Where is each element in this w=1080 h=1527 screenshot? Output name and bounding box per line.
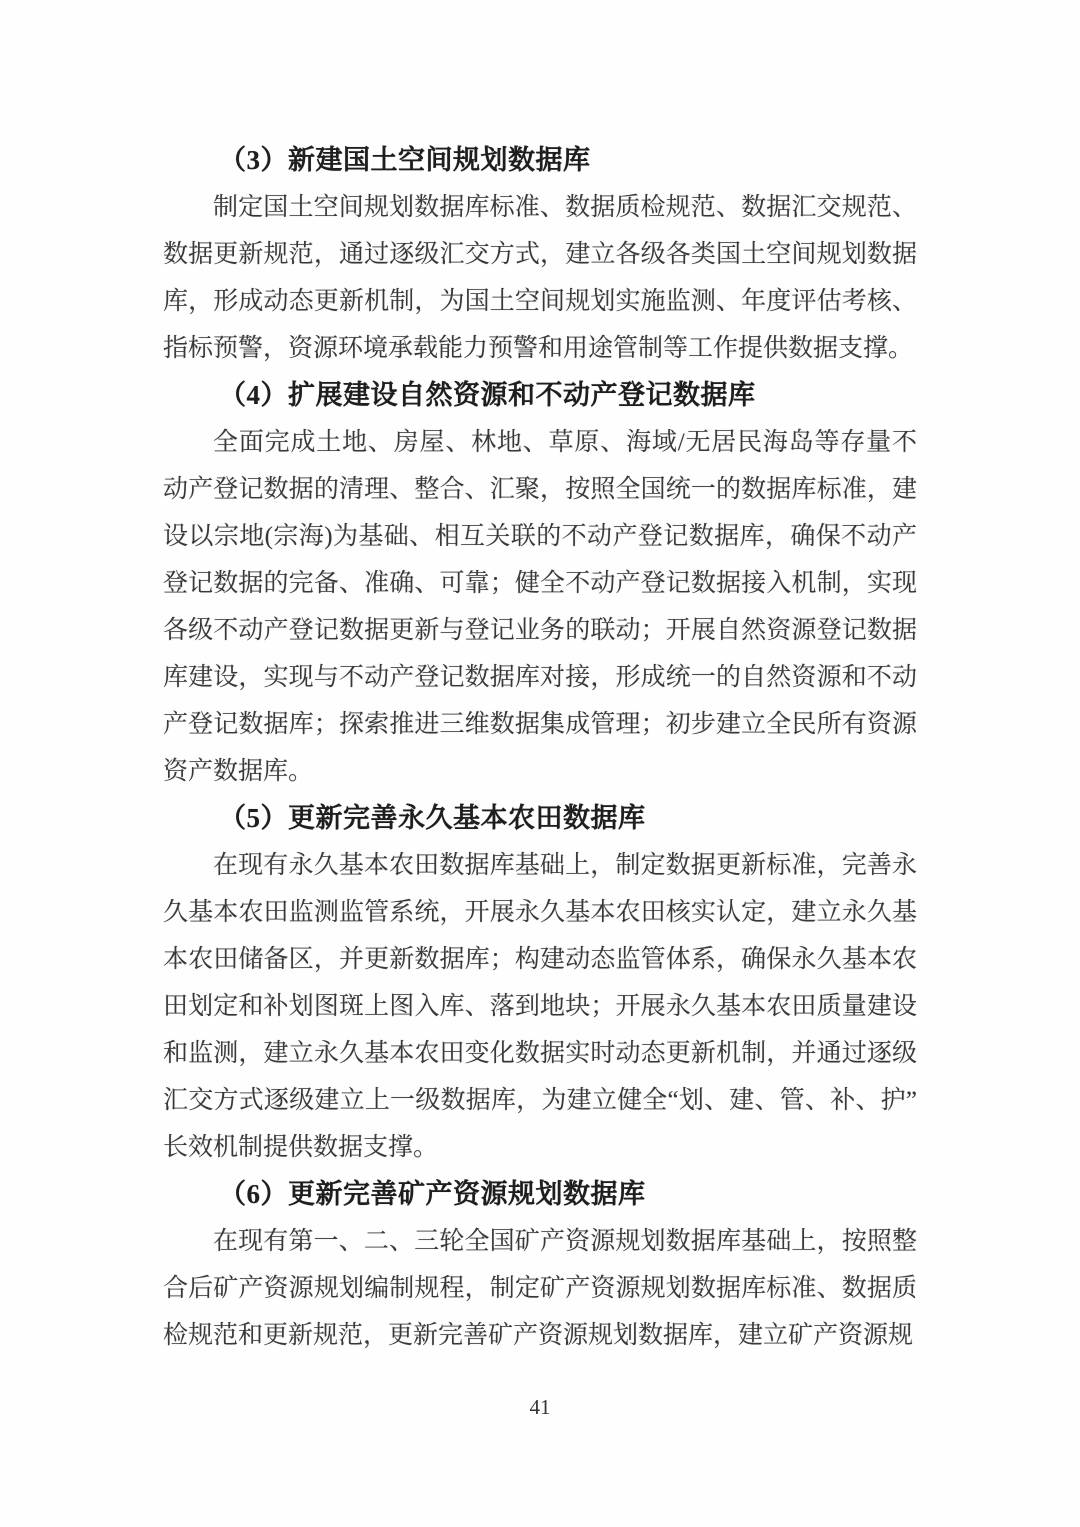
section-5-heading: （5）更新完善永久基本农田数据库 (219, 803, 646, 833)
section-5 (163, 795, 917, 1171)
section-4 (163, 372, 917, 795)
page-content (163, 137, 917, 1359)
section-6 (163, 1171, 917, 1359)
section-5-paragraph: 在现有永久基本农田数据库基础上，制定数据更新标准，完善永久基本农田监测监管系统，开展永久基本农田核实认定，建立永久基本农田储备区，并更新数据库；构建动态监管体系，确保永久基本农田划定和补划图斑上图入库、落到地块；开展永久基本农田质量建设和监测，建立永久基本农田变化数据实时动态更新机制，并通过逐级汇交方式逐级建立上一级数据库，为建立健全“划、建、管、补、护”长效机制提供数据支撑。 (163, 852, 917, 1161)
page-number: 41 (529, 1395, 551, 1419)
section-4-heading: （4）扩展建设自然资源和不动产登记数据库 (219, 380, 756, 410)
section-3 (163, 137, 917, 372)
section-3-heading: （3）新建国土空间规划数据库 (219, 145, 591, 175)
section-6-heading: （6）更新完善矿产资源规划数据库 (219, 1179, 646, 1209)
section-4-paragraph: 全面完成土地、房屋、林地、草原、海域/无居民海岛等存量不动产登记数据的清理、整合、汇聚，按照全国统一的数据库标准，建设以宗地(宗海)为基础、相互关联的不动产登记数据库，确保不动产登记数据的完备、准确、可靠；健全不动产登记数据接入机制，实现各级不动产登记数据更新与登记业务的联动；开展自然资源登记数据库建设，实现与不动产登记数据库对接，形成统一的自然资源和不动产登记数据库；探索推进三维数据集成管理；初步建立全民所有资源资产数据库。 (163, 429, 917, 785)
section-3-paragraph: 制定国土空间规划数据库标准、数据质检规范、数据汇交规范、数据更新规范，通过逐级汇交方式，建立各级各类国土空间规划数据库，形成动态更新机制，为国土空间规划实施监测、年度评估考核、指标预警，资源环境承载能力预警和用途管制等工作提供数据支撑。 (163, 194, 917, 362)
section-6-paragraph: 在现有第一、二、三轮全国矿产资源规划数据库基础上，按照整合后矿产资源规划编制规程，制定矿产资源规划数据库标准、数据质检规范和更新规范，更新完善矿产资源规划数据库，建立矿产资源规 (163, 1228, 917, 1349)
